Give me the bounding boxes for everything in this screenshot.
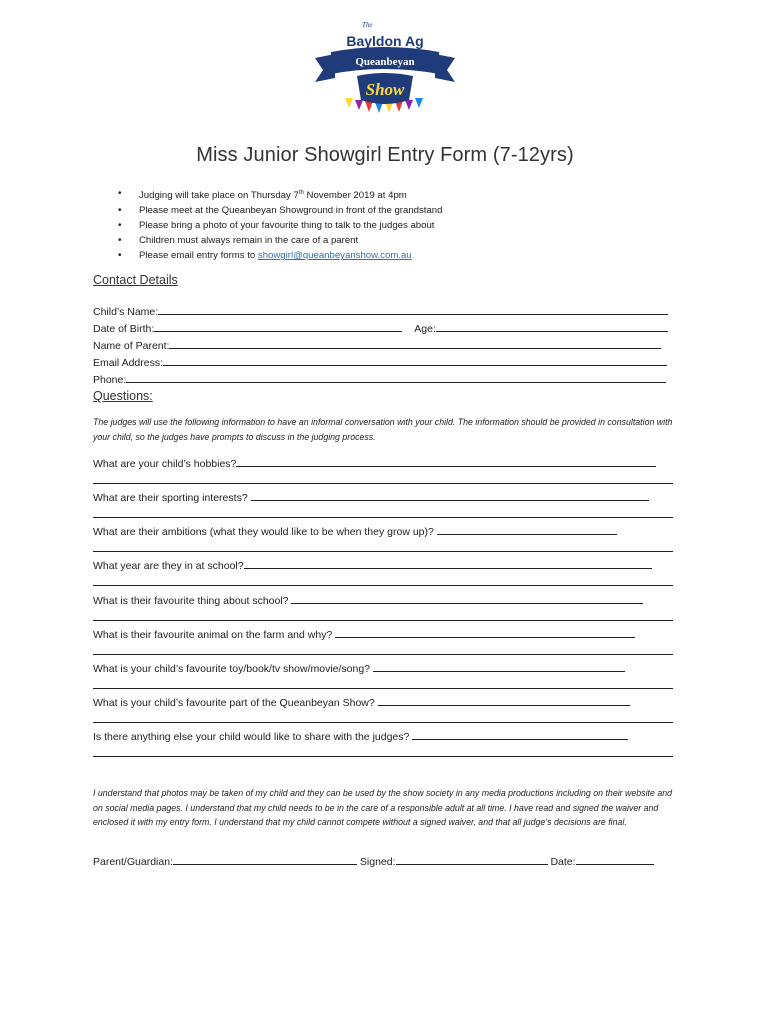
question-label: Is there anything else your child would like to share with the judges? <box>93 731 410 743</box>
bullet-text: Judging will take place on Thursday 7 <box>139 190 299 202</box>
bullet-item: • Please bring a photo of your favourite thing to talk to the judges about <box>118 218 442 233</box>
date-label: Date: <box>550 856 576 868</box>
show-logo-graphic <box>305 20 465 120</box>
question-label: What is their favourite thing about school? <box>93 595 289 607</box>
question-hobbies[interactable] <box>93 455 656 471</box>
parent-name-label: Name of Parent: <box>93 340 170 352</box>
dob-label: Date of Birth: <box>93 323 155 335</box>
question-label: What year are they in at school? <box>93 560 244 572</box>
signature-row <box>93 853 654 868</box>
email-label: Email Address: <box>93 357 164 369</box>
info-bullets <box>118 186 442 263</box>
answer-line[interactable] <box>93 756 673 757</box>
answer-line[interactable] <box>378 694 630 706</box>
answer-line[interactable] <box>93 654 673 655</box>
questions-intro: The judges will use the following information to have an informal conversation with your child. The information should be provided in consultation with your child, so the judges have prompts to discuss in the judging process. <box>93 417 673 442</box>
child-name-label: Child’s Name: <box>93 306 159 318</box>
answer-line[interactable] <box>335 626 635 638</box>
question-favourite-animal[interactable] <box>93 626 635 642</box>
superscript-th: th <box>298 190 304 196</box>
email-line[interactable] <box>163 354 667 366</box>
answer-line[interactable] <box>291 592 643 604</box>
parent-name-line[interactable] <box>169 337 661 349</box>
parent-guardian-label: Parent/Guardian: <box>93 856 173 868</box>
email-link[interactable]: showgirl@queanbeyanshow.com.au <box>257 250 412 262</box>
bullet-item <box>118 248 442 263</box>
parent-name-field[interactable] <box>93 337 661 353</box>
question-label: What are their sporting interests? <box>93 492 248 504</box>
question-ambitions[interactable] <box>93 523 617 539</box>
question-label: What are your child’s hobbies? <box>93 458 237 470</box>
phone-field[interactable] <box>93 371 666 387</box>
logo-small-text: The <box>362 21 373 29</box>
answer-line[interactable] <box>93 688 673 689</box>
questions-heading: Questions: <box>93 389 153 403</box>
answer-line[interactable] <box>93 620 673 621</box>
answer-line[interactable] <box>437 523 617 535</box>
logo-line3: Show <box>365 80 405 99</box>
waiver-text: I understand that photos may be taken of my child and they can be used by the show society in any media productions including on their website and on social media pages. I understand that my child needs to be in the care of a responsible adult at all time. I have read and signed the waiver and enclosed it with my entry form. I understand that my child cannot compete without a signed waiver, and that all judge’s decisions are final. <box>93 788 672 827</box>
question-favourite-media[interactable] <box>93 660 625 676</box>
phone-label: Phone: <box>93 374 127 386</box>
bullet-item <box>118 186 442 203</box>
answer-line[interactable] <box>244 557 652 569</box>
question-favourite-school[interactable] <box>93 592 643 608</box>
logo-line2: Queanbeyan <box>355 56 415 68</box>
answer-line[interactable] <box>93 517 673 518</box>
parent-guardian-line[interactable] <box>173 853 357 865</box>
answer-line[interactable] <box>93 722 673 723</box>
answer-line[interactable] <box>93 551 673 552</box>
dob-field[interactable] <box>93 320 668 336</box>
page-title: Miss Junior Showgirl Entry Form (7-12yrs) <box>196 144 574 166</box>
bullet-text: November 2019 at 4pm <box>303 190 407 202</box>
answer-line[interactable] <box>373 660 625 672</box>
question-favourite-show-part[interactable] <box>93 694 630 710</box>
question-label: What is their favourite animal on the farm and why? <box>93 629 333 641</box>
email-field[interactable] <box>93 354 667 370</box>
show-logo <box>305 20 465 120</box>
dob-line[interactable] <box>154 320 402 332</box>
question-sports[interactable] <box>93 489 649 505</box>
question-label: What are their ambitions (what they would like to be when they grow up)? <box>93 526 434 538</box>
date-line[interactable] <box>576 853 654 865</box>
answer-line[interactable] <box>93 585 673 586</box>
answer-line[interactable] <box>251 489 649 501</box>
phone-line[interactable] <box>126 371 666 383</box>
question-label: What is your child’s favourite toy/book/tv show/movie/song? <box>93 663 371 675</box>
child-name-line[interactable] <box>158 303 668 315</box>
question-school-year[interactable] <box>93 557 652 573</box>
logo-line1: Bayldon Ag <box>346 33 424 49</box>
answer-line[interactable] <box>236 455 656 467</box>
question-label: What is your child’s favourite part of the Queanbeyan Show? <box>93 697 375 709</box>
answer-line[interactable] <box>93 483 673 484</box>
bullet-item: • Children must always remain in the care of a parent <box>118 233 442 248</box>
question-anything-else[interactable] <box>93 728 628 744</box>
contact-details-heading: Contact Details <box>93 273 178 287</box>
signed-line[interactable] <box>396 853 548 865</box>
age-line[interactable] <box>436 320 668 332</box>
child-name-field[interactable] <box>93 303 668 319</box>
signed-label: Signed: <box>359 856 396 868</box>
answer-line[interactable] <box>412 728 628 740</box>
bullet-text: Please email entry forms to <box>139 250 258 262</box>
age-label: Age: <box>414 323 436 335</box>
bullet-item: • Please meet at the Queanbeyan Showground in front of the grandstand <box>118 203 442 218</box>
